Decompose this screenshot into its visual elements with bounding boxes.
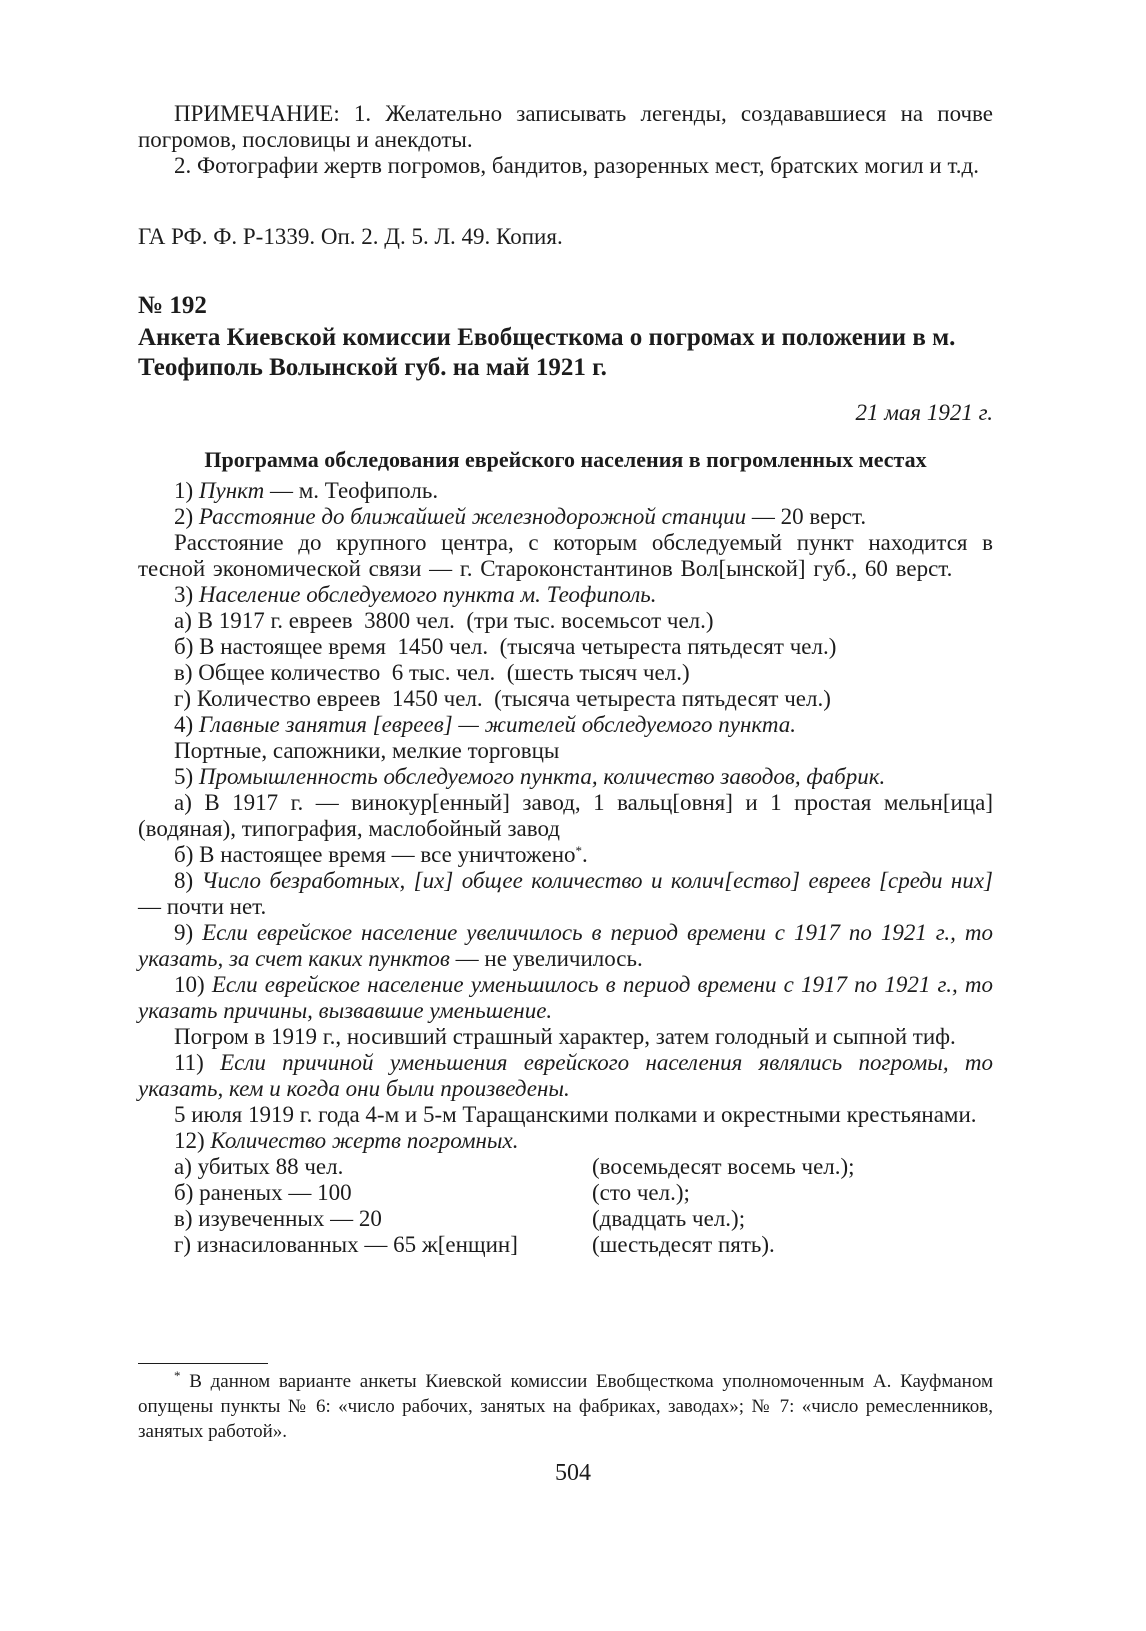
victims-maimed-words: (двадцать чел.); — [592, 1206, 746, 1231]
item-3a: а) В 1917 г. евреев 3800 чел. (три тыс. восемьсот чел.) — [174, 608, 714, 633]
note-line-2: 2. Фотографии жертв погромов, бандитов, разоренных мест, братских могил и т.д. — [174, 153, 979, 178]
item-number: 2) — [174, 504, 199, 529]
questionnaire-body — [138, 478, 993, 1258]
program-subtitle: Программа обследования еврейского населения в погромленных местах — [204, 447, 927, 472]
item-answer: б) В настоящее время — все уничтожено — [174, 842, 576, 867]
item-5 — [138, 764, 993, 790]
item-number: 3) — [174, 582, 199, 607]
item-2 — [138, 504, 993, 530]
item-question: Если еврейское население увеличилось в период времени с 1917 по 1921 г., то указать, за счет каких пунктов — [138, 920, 993, 971]
item-question: Расстояние до ближайшей железнодорожной станции — [198, 504, 747, 529]
item-8 — [138, 868, 993, 920]
item-question: Население обследуемого пункта м. Теофиполь. — [198, 582, 657, 607]
item-number: 9) — [174, 920, 203, 945]
victims-raped: г) изнасилованных — 65 ж[енщин] — [174, 1232, 518, 1257]
footnote-text: В данном варианте анкеты Киевской комиссии Евобщесткома уполномоченным А. Кауфманом опущены пункты № 6: «число рабочих, занятых на фабриках, заводах»; № 7: «число ремесленников, занятых работой». — [138, 1371, 993, 1442]
item-3c: в) Общее количество 6 тыс. чел. (шесть тысяч чел.) — [174, 660, 690, 685]
item-11-answer: 5 июля 1919 г. года 4-м и 5-м Таращанскими полками и окрестными крестьянами. — [174, 1102, 977, 1127]
victims-maimed: в) изувеченных — 20 — [174, 1206, 382, 1231]
item-10-answer: Погром в 1919 г., носивший страшный характер, затем голодный и сыпной тиф. — [174, 1024, 956, 1049]
footnote — [138, 1369, 993, 1444]
item-question: Промышленность обследуемого пункта, количество заводов, фабрик. — [198, 764, 886, 789]
item-answer: — 20 верст. — [746, 504, 867, 529]
item-5a: а) В 1917 г. — винокур[енный] завод, 1 вальц[овня] и 1 простая мельн[ица] (водяная), типография, маслобойный завод — [138, 790, 993, 841]
item-question: Главные занятия [евреев] — жителей обследуемого пункта. — [198, 712, 796, 737]
item-12 — [138, 1128, 993, 1154]
item-3 — [138, 582, 993, 608]
item-4-answer: Портные, сапожники, мелкие торговцы — [174, 738, 560, 763]
victims-killed: а) убитых 88 чел. — [174, 1154, 344, 1179]
item-question: Если еврейское население уменьшилось в период времени с 1917 по 1921 г., то указать причины, вызвавшие уменьшение. — [138, 972, 993, 1023]
footnote-marker: * — [174, 1368, 181, 1383]
item-number: 11) — [174, 1050, 221, 1075]
item-number: 5) — [174, 764, 199, 789]
item-1 — [138, 478, 993, 504]
punctuation: . — [582, 842, 588, 867]
item-number: 4) — [174, 712, 199, 737]
item-question: Число безработных, [их] общее количество и колич[ество] евреев [среди них] — [201, 868, 993, 893]
footnote-separator — [138, 1363, 268, 1364]
victims-wounded: б) раненых — 100 — [174, 1180, 352, 1205]
victims-killed-words: (восемьдесят восемь чел.); — [592, 1154, 855, 1179]
item-2-center-distance: Расстояние до крупного центра, с которым обследуемый пункт находится в тесной экономической связи — г. Староконстантинов Вол[ынской] губ., 60 верст. — [138, 530, 993, 581]
item-number: 12) — [174, 1128, 211, 1153]
item-answer: — не увеличилось. — [449, 946, 643, 971]
item-3d: г) Количество евреев 1450 чел. (тысяча четыреста пятьдесят чел.) — [174, 686, 831, 711]
item-number: 10) — [174, 972, 212, 997]
item-number: 8) — [174, 868, 202, 893]
item-4 — [138, 712, 993, 738]
item-question: Если причиной уменьшения еврейского населения являлись погромы, то указать, кем и когда они были произведены. — [138, 1050, 993, 1101]
item-answer: — м. Теофиполь. — [264, 478, 439, 503]
document-date: 21 мая 1921 г. — [855, 400, 993, 425]
item-5b — [138, 842, 993, 868]
item-question: Пункт — [198, 478, 265, 503]
item-answer: — почти нет. — [138, 894, 267, 919]
victims-list — [138, 1154, 993, 1258]
note-block — [138, 101, 993, 179]
item-9 — [138, 920, 993, 972]
victims-raped-words: (шестьдесят пять). — [592, 1232, 775, 1257]
archive-source: ГА РФ. Ф. Р-1339. Оп. 2. Д. 5. Л. 49. Копия. — [138, 224, 563, 249]
item-number: 1) — [174, 478, 199, 503]
page-number: 504 — [555, 1460, 591, 1486]
victims-wounded-words: (сто чел.); — [592, 1180, 690, 1205]
item-11 — [138, 1050, 993, 1102]
footnote-marker: * — [575, 843, 583, 858]
note-line-1: ПРИМЕЧАНИЕ: 1. Желательно записывать легенды, создававшиеся на почве погромов, пословицы и анекдоты. — [138, 101, 993, 152]
item-question: Количество жертв погромных. — [210, 1128, 519, 1153]
item-3b: б) В настоящее время 1450 чел. (тысяча четыреста пятьдесят чел.) — [174, 634, 837, 659]
item-10 — [138, 972, 993, 1024]
document-number: № 192 — [138, 292, 207, 319]
document-title: Анкета Киевской комиссии Евобщесткома о погромах и положении в м. Теофиполь Волынской губ. на май 1921 г. — [138, 324, 956, 381]
